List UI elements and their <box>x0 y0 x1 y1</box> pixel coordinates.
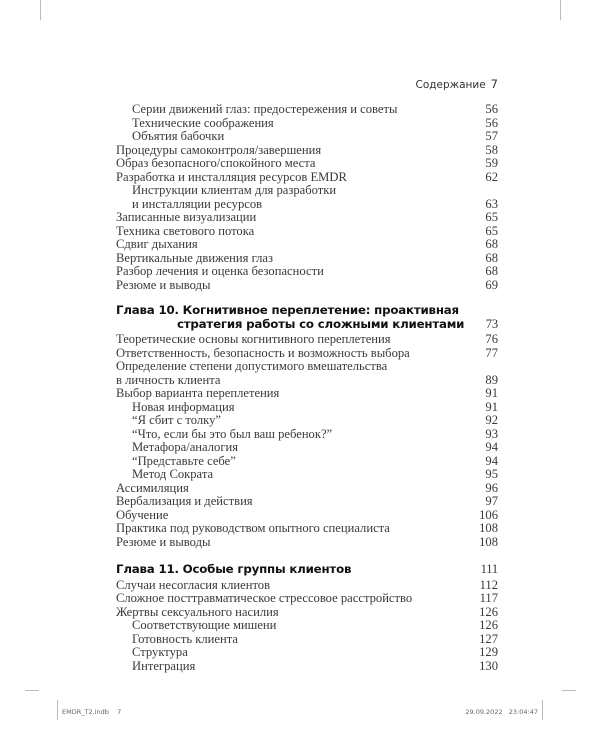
footer-timestamp: 29.09.2022 23:04:47 <box>465 708 538 716</box>
toc-entry-page: 89 <box>485 372 498 387</box>
toc-entry-title: Практика под руководством опытного специалиста <box>116 521 390 535</box>
toc-entry-title: Записанные визуализации <box>116 210 257 224</box>
toc-entry-title: Разработка и инсталляция ресурсов EMDR <box>116 169 347 184</box>
toc-entry[interactable] <box>116 279 498 293</box>
crop-mark <box>40 0 41 20</box>
toc-entry-title: Новая информация <box>132 399 235 414</box>
toc-entry-page: 68 <box>485 250 498 265</box>
toc-entry-page: 65 <box>485 223 498 238</box>
toc-entry-page: 126 <box>479 618 498 632</box>
toc-entry[interactable] <box>116 646 498 660</box>
chapter-page: 73 <box>485 316 498 331</box>
toc-entry[interactable] <box>116 495 498 509</box>
toc-entry-title: “Что, если бы это был ваш ребенок?” <box>132 426 333 441</box>
toc-entry[interactable] <box>116 347 498 361</box>
toc-entry-page: 63 <box>485 196 498 211</box>
chapter-10 <box>116 304 498 549</box>
toc-entry-page: 91 <box>485 386 498 400</box>
chapter-11 <box>116 563 498 673</box>
toc-entry[interactable] <box>116 536 498 550</box>
toc-entry-title: Интеграция <box>132 658 196 673</box>
toc-entry[interactable] <box>116 144 498 158</box>
toc-entry[interactable] <box>116 401 498 415</box>
toc-entry-title: Метафора/аналогия <box>132 440 239 454</box>
toc-entry[interactable] <box>116 333 498 347</box>
toc-entry-page: 129 <box>479 645 498 659</box>
toc-entry[interactable] <box>116 482 498 496</box>
toc-entry-title: Вербализация и действия <box>116 494 253 508</box>
toc-entry[interactable] <box>116 428 498 442</box>
toc-entry-title: Определение степени допустимого вмешательства <box>116 359 388 373</box>
toc-entry-page: 106 <box>479 507 498 522</box>
toc-entry-page: 68 <box>485 237 498 251</box>
toc-entry[interactable] <box>116 414 498 428</box>
toc-entry[interactable] <box>116 619 498 633</box>
toc-entry-title: Случаи несогласия клиентов <box>116 577 271 592</box>
toc-entry[interactable] <box>116 171 498 185</box>
toc-entry[interactable] <box>116 184 498 198</box>
toc-entry-page: 108 <box>479 534 498 549</box>
toc-entry-page: 108 <box>479 521 498 535</box>
toc-entry-page: 59 <box>485 156 498 170</box>
running-header <box>415 77 498 91</box>
toc-entry-title: Ассимиляция <box>116 480 189 495</box>
crop-mark <box>542 700 543 720</box>
toc-entry[interactable] <box>116 592 498 606</box>
toc-entry[interactable] <box>116 198 498 212</box>
toc-entry[interactable] <box>116 660 498 674</box>
chapter-title[interactable]: Глава 11. Особые группы клиентов <box>116 562 352 576</box>
toc-entry-title: Резюме и выводы <box>116 534 211 549</box>
toc-entry[interactable] <box>116 360 498 374</box>
chapter-title[interactable]: Глава 10. Когнитивное переплетение: проактивная <box>116 303 459 317</box>
toc-entry[interactable] <box>116 225 498 239</box>
toc-entry[interactable] <box>116 606 498 620</box>
toc-block <box>116 103 498 292</box>
toc-entry[interactable] <box>116 211 498 225</box>
toc-entry-page: 56 <box>485 102 498 116</box>
toc-entry[interactable] <box>116 455 498 469</box>
toc-entry-page: 117 <box>479 591 498 605</box>
footer-file: EMDR_T2.indb 7 <box>62 708 122 716</box>
toc-entry-page: 65 <box>485 210 498 224</box>
chapter-page: 111 <box>480 562 498 576</box>
toc-entry[interactable] <box>116 130 498 144</box>
chapter-title-cont[interactable]: стратегия работы со сложными клиентами <box>177 316 465 331</box>
toc-entry-title: Резюме и выводы <box>116 277 211 292</box>
toc-entry[interactable] <box>116 387 498 401</box>
toc-entry-page: 126 <box>479 604 498 619</box>
toc-entry-page: 94 <box>485 453 498 468</box>
toc-entry[interactable] <box>116 374 498 388</box>
toc-entry-page: 92 <box>485 413 498 427</box>
page-number: 7 <box>490 77 498 91</box>
toc-entry-page: 76 <box>485 332 498 346</box>
toc-entry-title: Обучение <box>116 507 169 522</box>
toc-entry-title: Серии движений глаз: предостережения и советы <box>132 102 398 116</box>
toc-entry-page: 56 <box>485 115 498 130</box>
crop-mark <box>560 0 561 20</box>
toc-entry-page: 77 <box>485 345 498 360</box>
toc-entry-title: Вертикальные движения глаз <box>116 250 273 265</box>
toc-entry-title: Готовность клиента <box>132 631 238 646</box>
toc-entry-title: Сложное посттравматическое стрессовое расстройство <box>116 591 413 605</box>
toc-entry[interactable] <box>116 522 498 536</box>
toc-entry[interactable] <box>116 238 498 252</box>
toc-entry-title: в личность клиента <box>116 372 221 387</box>
toc-entry-page: 93 <box>485 426 498 441</box>
toc-entry[interactable] <box>116 103 498 117</box>
crop-mark <box>562 690 576 691</box>
toc-entry[interactable] <box>116 265 498 279</box>
crop-mark <box>57 700 58 720</box>
toc-entry-title: Объятия бабочки <box>132 129 225 143</box>
toc-entry-title: Инструкции клиентам для разработки <box>132 183 337 197</box>
toc-entry-title: Выбор варианта переплетения <box>116 386 280 400</box>
crop-mark <box>25 690 39 691</box>
toc-entry[interactable] <box>116 579 498 593</box>
toc-entry-title: Ответственность, безопасность и возможность выбора <box>116 345 410 360</box>
toc-entry-title: и инсталляции ресурсов <box>132 196 263 211</box>
toc-entry[interactable] <box>116 441 498 455</box>
toc-entry-title: “Представьте себе” <box>132 453 236 468</box>
section-title: Содержание <box>415 79 486 91</box>
toc-entry-title: Процедуры самоконтроля/завершения <box>116 142 322 157</box>
toc-entry-page: 62 <box>485 169 498 184</box>
toc-entry[interactable] <box>116 117 498 131</box>
toc-entry-page: 112 <box>479 577 498 592</box>
toc-entry-title: Сдвиг дыхания <box>116 237 198 251</box>
toc-entry-title: Техника светового потока <box>116 223 255 238</box>
toc-entry-page: 96 <box>485 480 498 495</box>
toc-entry-page: 57 <box>485 129 498 143</box>
toc-entry-title: Жертвы сексуального насилия <box>116 604 279 619</box>
toc-entry-page: 127 <box>479 631 498 646</box>
toc-entry-page: 69 <box>485 277 498 292</box>
toc-entry-title: Образ безопасного/спокойного места <box>116 156 316 170</box>
toc-entry-title: Технические соображения <box>132 115 274 130</box>
toc-entry-page: 94 <box>485 440 498 454</box>
toc-entry-page: 91 <box>485 399 498 414</box>
toc-entry-title: Метод Сократа <box>132 467 214 481</box>
toc-entry-page: 95 <box>485 467 498 481</box>
toc-entry-page: 130 <box>479 658 498 673</box>
toc-entry[interactable] <box>116 252 498 266</box>
toc-entry-title: Теоретические основы когнитивного переплетения <box>116 332 391 346</box>
toc-entry[interactable] <box>116 509 498 523</box>
toc-entry-title: Структура <box>132 645 188 659</box>
toc-entry-title: Разбор лечения и оценка безопасности <box>116 264 324 278</box>
toc-entry-title: Соответствующие мишени <box>132 618 277 632</box>
toc-entry-page: 68 <box>485 264 498 278</box>
toc-entry-page: 97 <box>485 494 498 508</box>
toc-entry[interactable] <box>116 633 498 647</box>
toc-entry-page: 58 <box>485 142 498 157</box>
toc-entry[interactable] <box>116 468 498 482</box>
toc-entry[interactable] <box>116 157 498 171</box>
toc-entry-title: “Я сбит с толку” <box>132 413 221 427</box>
